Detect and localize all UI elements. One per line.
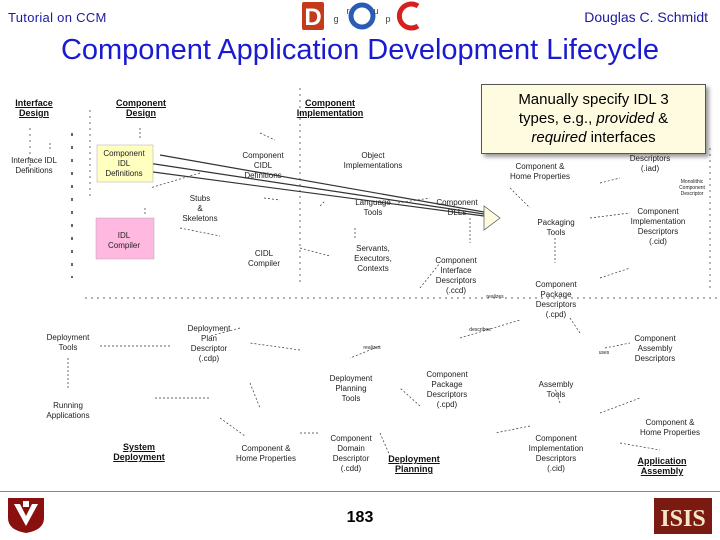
- component-interface-descriptors-label: Component Interface Descriptors (.ccd): [435, 256, 477, 295]
- packaging-tools-label: Packaging Tools: [537, 218, 575, 237]
- deployment-realizes-label: realizes: [363, 345, 381, 351]
- svg-text:p: p: [385, 14, 391, 24]
- servants-label: Servants, Executors, Contexts: [354, 244, 392, 273]
- svg-text:r: r: [346, 6, 350, 16]
- header-left-text: Tutorial on CCM: [8, 10, 107, 25]
- svg-text:ISIS: ISIS: [660, 506, 706, 532]
- deployment-planning-tools-label: Deployment Planning Tools: [329, 374, 373, 403]
- cidl-compiler-label: CIDL Compiler: [247, 249, 281, 268]
- component-domain-descriptor-label: Component Domain Descriptor (.cdd): [330, 434, 372, 473]
- component-implementation-descriptors-bottom-label: Component Implementation Descriptors (.cid): [528, 434, 584, 473]
- footer-divider: [0, 491, 720, 492]
- header-right-text: Douglas C. Schmidt: [584, 9, 708, 25]
- assembly-tools-label: Assembly Tools: [538, 380, 574, 399]
- callout-line-2: types, e.g., provided &: [518, 110, 669, 127]
- deployment-planning-label: Deployment Planning: [388, 454, 440, 474]
- deployment-plan-descriptor-label: Deployment Plan Descriptor (.cdp): [187, 324, 231, 363]
- idl-compiler-label: IDL Compiler: [107, 231, 141, 250]
- component-assembly-descriptors-label: Component Assembly Descriptors: [634, 334, 676, 363]
- uses-label: uses: [598, 350, 610, 356]
- component-home-properties-bottom-label: Component & Home Properties: [235, 444, 297, 463]
- monolithic-descriptor-label: Monolithic Component Descriptor: [679, 179, 705, 197]
- component-package-descriptors-top-label: Component Package Descriptors (.cpd): [535, 280, 577, 319]
- cidl-definitions-label: Component CIDL Definitions: [242, 151, 284, 180]
- callout-line-3: required interfaces: [531, 129, 656, 146]
- component-dlls-label: Component DLLs: [436, 198, 478, 217]
- interface-design-label: Interface Design: [15, 98, 53, 118]
- system-deployment-label: System Deployment: [113, 442, 165, 462]
- implementation-descriptors-cid-label: Component Implementation Descriptors (.cid): [630, 207, 686, 246]
- component-home-properties-top-label: Component & Home Properties: [509, 162, 571, 181]
- running-applications-label: Running Applications: [46, 401, 90, 420]
- application-assembly-label: Application Assembly: [637, 456, 687, 476]
- svg-text:u: u: [373, 6, 379, 16]
- component-idl-label: Component IDL Definitions: [103, 149, 145, 178]
- realizes-label: realizes: [486, 294, 504, 300]
- component-package-descriptors-mid-label: Component Package Descriptors (.cpd): [426, 370, 468, 409]
- component-home-properties-right-label: Component & Home Properties: [639, 418, 701, 437]
- object-implementations-label: Object Implementations: [343, 151, 403, 170]
- isis-logo: [654, 498, 712, 534]
- page-number: 183: [346, 509, 374, 526]
- page-title: Component Application Development Lifecycle: [60, 34, 660, 66]
- component-design-label: Component Design: [116, 98, 166, 118]
- doc-group-logo: [302, 0, 422, 32]
- interface-idl-label: Interface IDL Definitions: [11, 156, 57, 175]
- language-tools-label: Language Tools: [355, 198, 391, 217]
- callout-note: [481, 84, 706, 154]
- implementation-descriptors-top-label: Descriptors (.iad): [629, 154, 671, 173]
- stubs-skeletons-label: Stubs & Skeletons: [182, 194, 218, 223]
- svg-text:g: g: [333, 14, 339, 24]
- describes-label: describes: [469, 327, 491, 333]
- callout-line-1: Manually specify IDL 3: [518, 91, 669, 108]
- deployment-tools-label: Deployment Tools: [46, 333, 90, 352]
- svg-text:D: D: [304, 4, 322, 31]
- component-implementation-label: Component Implementation: [296, 98, 364, 118]
